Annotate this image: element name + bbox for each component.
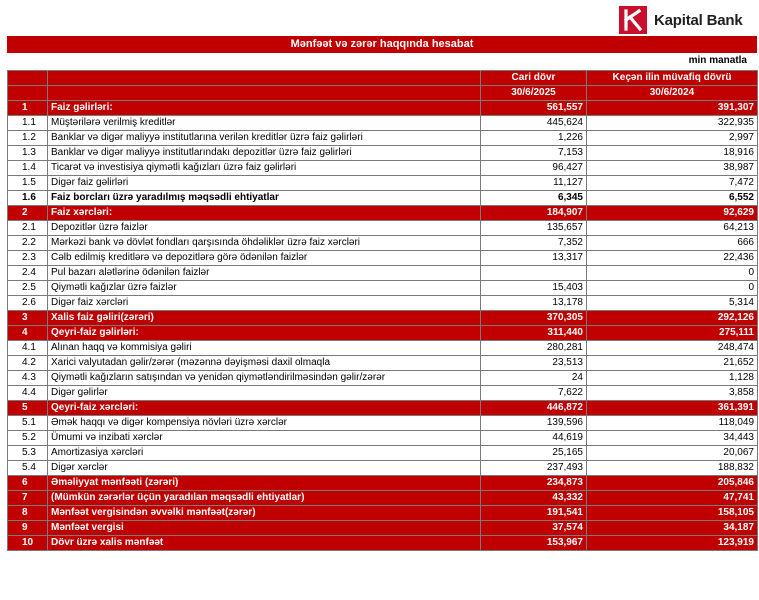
row-label: Depozitlər üzrə faizlər <box>48 221 481 236</box>
row-label: Qiymətli kağızların satışından və yenidən qiymətləndirilməsindən gəlir/zərər <box>48 371 481 386</box>
row-label: (Mümkün zərərlər üçün yaradılan məqsədli ehtiyatlar) <box>48 491 481 506</box>
table-row <box>8 416 758 431</box>
row-label: Digər faiz gəlirləri <box>48 176 481 191</box>
row-number: 5.1 <box>8 416 48 431</box>
row-label: Mərkəzi bank və dövlət fondları qarşısında öhdəliklər üzrə faiz xərcləri <box>48 236 481 251</box>
table-row <box>8 236 758 251</box>
header-blank <box>48 86 481 101</box>
row-number: 1.3 <box>8 146 48 161</box>
row-previous-value: 47,741 <box>587 491 758 506</box>
table-row <box>8 131 758 146</box>
row-current-value: 184,907 <box>481 206 587 221</box>
row-previous-value: 118,049 <box>587 416 758 431</box>
report-title: Mənfəət və zərər haqqında hesabat <box>7 36 757 53</box>
row-number: 4.4 <box>8 386 48 401</box>
row-previous-value: 92,629 <box>587 206 758 221</box>
row-label: Banklar və digər maliyyə institutlarına verilən kreditlər üzrə faiz gəlirləri <box>48 131 481 146</box>
row-number: 5.3 <box>8 446 48 461</box>
row-label: Pul bazarı alətlərinə ödənilən faizlər <box>48 266 481 281</box>
row-number: 2.4 <box>8 266 48 281</box>
table-row <box>8 341 758 356</box>
row-number: 8 <box>8 506 48 521</box>
section-row <box>8 101 758 116</box>
row-current-value: 37,574 <box>481 521 587 536</box>
row-number: 2.5 <box>8 281 48 296</box>
table-row <box>8 266 758 281</box>
table-row <box>8 461 758 476</box>
row-previous-value: 322,935 <box>587 116 758 131</box>
row-label: Əməliyyat mənfəəti (zərəri) <box>48 476 481 491</box>
row-current-value: 446,872 <box>481 401 587 416</box>
row-label: Alınan haqq və kommisiya gəliri <box>48 341 481 356</box>
row-label: Mənfəət vergisindən əvvəlki mənfəət(zərər) <box>48 506 481 521</box>
row-current-value: 23,513 <box>481 356 587 371</box>
row-number: 1 <box>8 101 48 116</box>
row-current-value: 24 <box>481 371 587 386</box>
row-current-value: 6,345 <box>481 191 587 206</box>
row-previous-value: 188,832 <box>587 461 758 476</box>
row-current-value: 153,967 <box>481 536 587 551</box>
header-current-date: 30/6/2025 <box>481 86 587 101</box>
section-row <box>8 311 758 326</box>
row-label: Dövr üzrə xalis mənfəət <box>48 536 481 551</box>
row-number: 1.1 <box>8 116 48 131</box>
row-previous-value: 22,436 <box>587 251 758 266</box>
row-previous-value: 18,916 <box>587 146 758 161</box>
kapital-bank-logo-icon <box>619 6 647 34</box>
row-current-value: 13,317 <box>481 251 587 266</box>
row-current-value: 13,178 <box>481 296 587 311</box>
row-previous-value: 38,987 <box>587 161 758 176</box>
row-previous-value: 205,846 <box>587 476 758 491</box>
row-current-value: 311,440 <box>481 326 587 341</box>
row-current-value: 234,873 <box>481 476 587 491</box>
row-current-value: 7,153 <box>481 146 587 161</box>
row-previous-value: 391,307 <box>587 101 758 116</box>
row-current-value: 191,541 <box>481 506 587 521</box>
row-label: Cəlb edilmiş kreditlərə və depozitlərə görə ödənilən faizlər <box>48 251 481 266</box>
row-label: Müştərilərə verilmiş kreditlər <box>48 116 481 131</box>
row-label: Faiz borcları üzrə yaradılmış məqsədli ehtiyatlar <box>48 191 481 206</box>
row-previous-value: 275,111 <box>587 326 758 341</box>
row-previous-value: 7,472 <box>587 176 758 191</box>
section-row <box>8 506 758 521</box>
row-label: Banklar və digər maliyyə institutlarındakı depozitlər üzrə faiz gəlirləri <box>48 146 481 161</box>
table-row <box>8 371 758 386</box>
row-current-value: 7,352 <box>481 236 587 251</box>
table-row <box>8 221 758 236</box>
row-number: 10 <box>8 536 48 551</box>
row-number: 1.6 <box>8 191 48 206</box>
row-number: 2.6 <box>8 296 48 311</box>
row-number: 4 <box>8 326 48 341</box>
row-previous-value: 5,314 <box>587 296 758 311</box>
table-row <box>8 146 758 161</box>
header-blank <box>8 86 48 101</box>
row-current-value: 7,622 <box>481 386 587 401</box>
row-previous-value: 64,213 <box>587 221 758 236</box>
row-label: Digər gəlirlər <box>48 386 481 401</box>
row-number: 5.2 <box>8 431 48 446</box>
row-label: Faiz gəlirləri: <box>48 101 481 116</box>
row-label: Qeyri-faiz gəlirləri: <box>48 326 481 341</box>
table-row <box>8 431 758 446</box>
row-previous-value: 248,474 <box>587 341 758 356</box>
row-number: 4.3 <box>8 371 48 386</box>
section-row <box>8 491 758 506</box>
section-row <box>8 206 758 221</box>
row-previous-value: 3,858 <box>587 386 758 401</box>
row-current-value: 44,619 <box>481 431 587 446</box>
row-label: Digər xərclər <box>48 461 481 476</box>
row-previous-value: 158,105 <box>587 506 758 521</box>
row-label: Əmək haqqı və digər kompensiya növləri üzrə xərclər <box>48 416 481 431</box>
table-row <box>8 446 758 461</box>
row-number: 6 <box>8 476 48 491</box>
row-previous-value: 34,443 <box>587 431 758 446</box>
row-previous-value: 34,187 <box>587 521 758 536</box>
row-number: 3 <box>8 311 48 326</box>
row-number: 2 <box>8 206 48 221</box>
row-label: Faiz xərcləri: <box>48 206 481 221</box>
table-row <box>8 386 758 401</box>
section-row <box>8 326 758 341</box>
row-number: 7 <box>8 491 48 506</box>
table-row <box>8 251 758 266</box>
header-previous-date: 30/6/2024 <box>587 86 758 101</box>
row-current-value: 237,493 <box>481 461 587 476</box>
header-row-dates <box>8 86 758 101</box>
row-previous-value: 361,391 <box>587 401 758 416</box>
row-previous-value: 123,919 <box>587 536 758 551</box>
table-row <box>8 161 758 176</box>
income-statement-table <box>7 70 758 551</box>
row-label: Xarici valyutadan gəlir/zərər (məzənnə dəyişməsi daxil olmaqla <box>48 356 481 371</box>
row-previous-value: 21,652 <box>587 356 758 371</box>
section-row <box>8 476 758 491</box>
header-blank <box>8 71 48 86</box>
section-row <box>8 536 758 551</box>
row-current-value: 135,657 <box>481 221 587 236</box>
row-label: Qeyri-faiz xərcləri: <box>48 401 481 416</box>
row-label: Xalis faiz gəliri(zərəri) <box>48 311 481 326</box>
row-current-value: 43,332 <box>481 491 587 506</box>
header-previous-label: Keçən ilin müvafiq dövrü <box>587 71 758 86</box>
row-label: Qiymətli kağızlar üzrə faizlər <box>48 281 481 296</box>
row-current-value: 1,226 <box>481 131 587 146</box>
row-previous-value: 666 <box>587 236 758 251</box>
row-number: 2.3 <box>8 251 48 266</box>
row-number: 2.2 <box>8 236 48 251</box>
row-number: 2.1 <box>8 221 48 236</box>
row-current-value: 280,281 <box>481 341 587 356</box>
row-current-value: 139,596 <box>481 416 587 431</box>
row-previous-value: 0 <box>587 266 758 281</box>
row-number: 1.2 <box>8 131 48 146</box>
section-row <box>8 521 758 536</box>
row-previous-value: 6,552 <box>587 191 758 206</box>
row-label: Mənfəət vergisi <box>48 521 481 536</box>
row-label: Amortizasiya xərcləri <box>48 446 481 461</box>
row-label: Digər faiz xərcləri <box>48 296 481 311</box>
table-row <box>8 176 758 191</box>
table-row <box>8 356 758 371</box>
header-row-labels <box>8 71 758 86</box>
row-number: 4.2 <box>8 356 48 371</box>
row-previous-value: 20,067 <box>587 446 758 461</box>
brand-logo <box>619 6 759 34</box>
row-current-value: 11,127 <box>481 176 587 191</box>
table-row <box>8 191 758 206</box>
brand-name: Kapital Bank <box>654 11 743 29</box>
row-previous-value: 2,997 <box>587 131 758 146</box>
row-current-value: 445,624 <box>481 116 587 131</box>
row-number: 1.4 <box>8 161 48 176</box>
header-current-label: Cari dövr <box>481 71 587 86</box>
table-row <box>8 281 758 296</box>
row-current-value: 25,165 <box>481 446 587 461</box>
table-row <box>8 116 758 131</box>
row-current-value <box>481 266 587 281</box>
row-current-value: 96,427 <box>481 161 587 176</box>
row-previous-value: 1,128 <box>587 371 758 386</box>
header-blank <box>48 71 481 86</box>
table-row <box>8 296 758 311</box>
row-number: 9 <box>8 521 48 536</box>
row-number: 1.5 <box>8 176 48 191</box>
row-label: Ümumi və inzibati xərclər <box>48 431 481 446</box>
row-current-value: 15,403 <box>481 281 587 296</box>
row-previous-value: 0 <box>587 281 758 296</box>
row-number: 5 <box>8 401 48 416</box>
row-number: 5.4 <box>8 461 48 476</box>
row-label: Ticarət və investisiya qiymətli kağızları üzrə faiz gəlirləri <box>48 161 481 176</box>
row-current-value: 370,305 <box>481 311 587 326</box>
section-row <box>8 401 758 416</box>
row-number: 4.1 <box>8 341 48 356</box>
unit-label: min manatla <box>688 55 747 66</box>
row-previous-value: 292,126 <box>587 311 758 326</box>
row-current-value: 561,557 <box>481 101 587 116</box>
